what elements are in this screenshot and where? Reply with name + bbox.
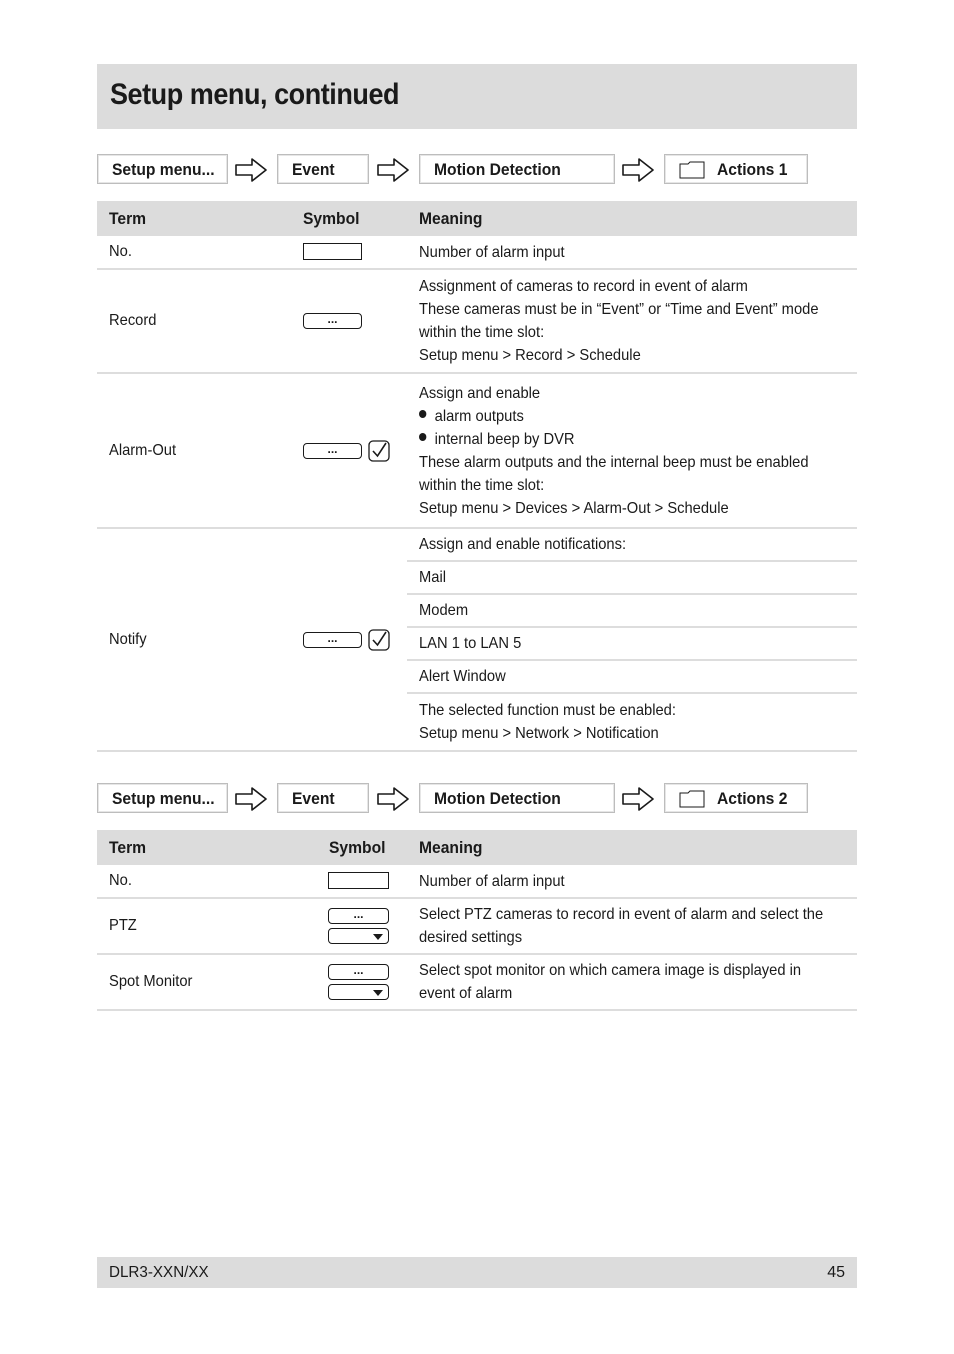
arrow-right-icon	[376, 786, 410, 812]
header-term: Term	[97, 201, 291, 236]
breadcrumb-actions-2: Actions 2	[664, 783, 808, 813]
bullet-item: alarm outputs	[419, 405, 822, 428]
checkbox-checked-icon	[368, 629, 390, 651]
ellipsis-button-symbol: ...	[303, 313, 362, 329]
notify-subtable: Assign and enable notifications: Mail Modem LAN 1 to LAN 5 Alert Window The selected function must be enabled: Setup menu > Network > Notification	[407, 529, 857, 750]
table-row-no	[97, 865, 857, 898]
breadcrumb-setup-menu: Setup menu...	[97, 154, 228, 184]
arrow-right-icon	[376, 157, 410, 183]
header-meaning: Meaning	[407, 830, 857, 865]
page-title: Setup menu, continued	[110, 78, 400, 111]
arrow-right-icon	[621, 157, 655, 183]
header-symbol: Symbol	[317, 830, 407, 865]
ellipsis-button-symbol: ...	[303, 443, 362, 459]
bullet-icon	[419, 410, 426, 418]
header-symbol: Symbol	[291, 201, 407, 236]
terms-table-actions-1	[97, 201, 857, 752]
breadcrumb-actions-1: Actions 1	[664, 154, 808, 184]
table-row-ptz	[97, 898, 857, 954]
term-cell: PTZ	[97, 898, 317, 954]
dropdown-symbol	[328, 928, 389, 944]
ellipsis-button-symbol: ...	[303, 632, 362, 648]
arrow-right-icon	[234, 786, 268, 812]
meaning-cell: Select PTZ cameras to record in event of alarm and select the desired settings	[407, 898, 857, 954]
breadcrumb-event: Event	[277, 783, 369, 813]
footer-page-number: 45	[827, 1264, 845, 1281]
ellipsis-button-symbol: ...	[328, 964, 389, 980]
table-row-alarm-out	[97, 373, 857, 528]
meaning-cell: Number of alarm input	[407, 865, 857, 898]
symbol-cell	[291, 269, 407, 373]
arrow-right-icon	[234, 157, 268, 183]
meaning-cell: Assignment of cameras to record in event of alarm These cameras must be in “Event” or “Time and Event” mode within the time slot: Setup menu > Record > Schedule	[407, 269, 857, 373]
breadcrumb	[97, 783, 857, 815]
meaning-cell: Number of alarm input	[407, 236, 857, 269]
table-row-no	[97, 236, 857, 269]
symbol-cell	[317, 898, 407, 954]
table-row-notify	[97, 528, 857, 751]
term-cell: No.	[97, 236, 291, 269]
term-cell: Alarm-Out	[97, 373, 291, 528]
page-footer	[97, 1257, 857, 1288]
terms-table-actions-2	[97, 830, 857, 1011]
table-header-row	[97, 830, 857, 865]
term-cell: Record	[97, 269, 291, 373]
input-field-symbol	[328, 872, 389, 889]
symbol-cell	[317, 865, 407, 898]
input-field-symbol	[303, 243, 362, 260]
symbol-cell	[291, 373, 407, 528]
term-cell: No.	[97, 865, 317, 898]
symbol-cell	[291, 528, 407, 751]
folder-icon	[679, 790, 705, 808]
footer-model: DLR3-XXN/XX	[109, 1264, 209, 1281]
term-cell: Spot Monitor	[97, 954, 317, 1010]
meaning-cell	[407, 528, 857, 751]
meaning-cell: Select spot monitor on which camera image is displayed in event of alarm	[407, 954, 857, 1010]
breadcrumb-motion-detection: Motion Detection	[419, 783, 615, 813]
bullet-item: internal beep by DVR	[419, 428, 822, 451]
header-term: Term	[97, 830, 317, 865]
folder-icon	[679, 161, 705, 179]
breadcrumb	[97, 154, 857, 186]
breadcrumb-motion-detection: Motion Detection	[419, 154, 615, 184]
breadcrumb-setup-menu: Setup menu...	[97, 783, 228, 813]
ellipsis-button-symbol: ...	[328, 908, 389, 924]
dropdown-symbol	[328, 984, 389, 1000]
table-row-record	[97, 269, 857, 373]
page-header	[97, 64, 857, 129]
bullet-icon	[419, 433, 426, 441]
table-header-row	[97, 201, 857, 236]
header-meaning: Meaning	[407, 201, 857, 236]
term-cell: Notify	[97, 528, 291, 751]
symbol-cell	[317, 954, 407, 1010]
arrow-right-icon	[621, 786, 655, 812]
table-row-spot-monitor	[97, 954, 857, 1010]
meaning-cell: Assign and enable alarm outputs internal beep by DVR These alarm outputs and the internal beep must be enabled within the time slot: Setup menu > Devices > Alarm-Out > Schedule	[407, 373, 857, 528]
symbol-cell	[291, 236, 407, 269]
breadcrumb-event: Event	[277, 154, 369, 184]
checkbox-checked-icon	[368, 440, 390, 462]
